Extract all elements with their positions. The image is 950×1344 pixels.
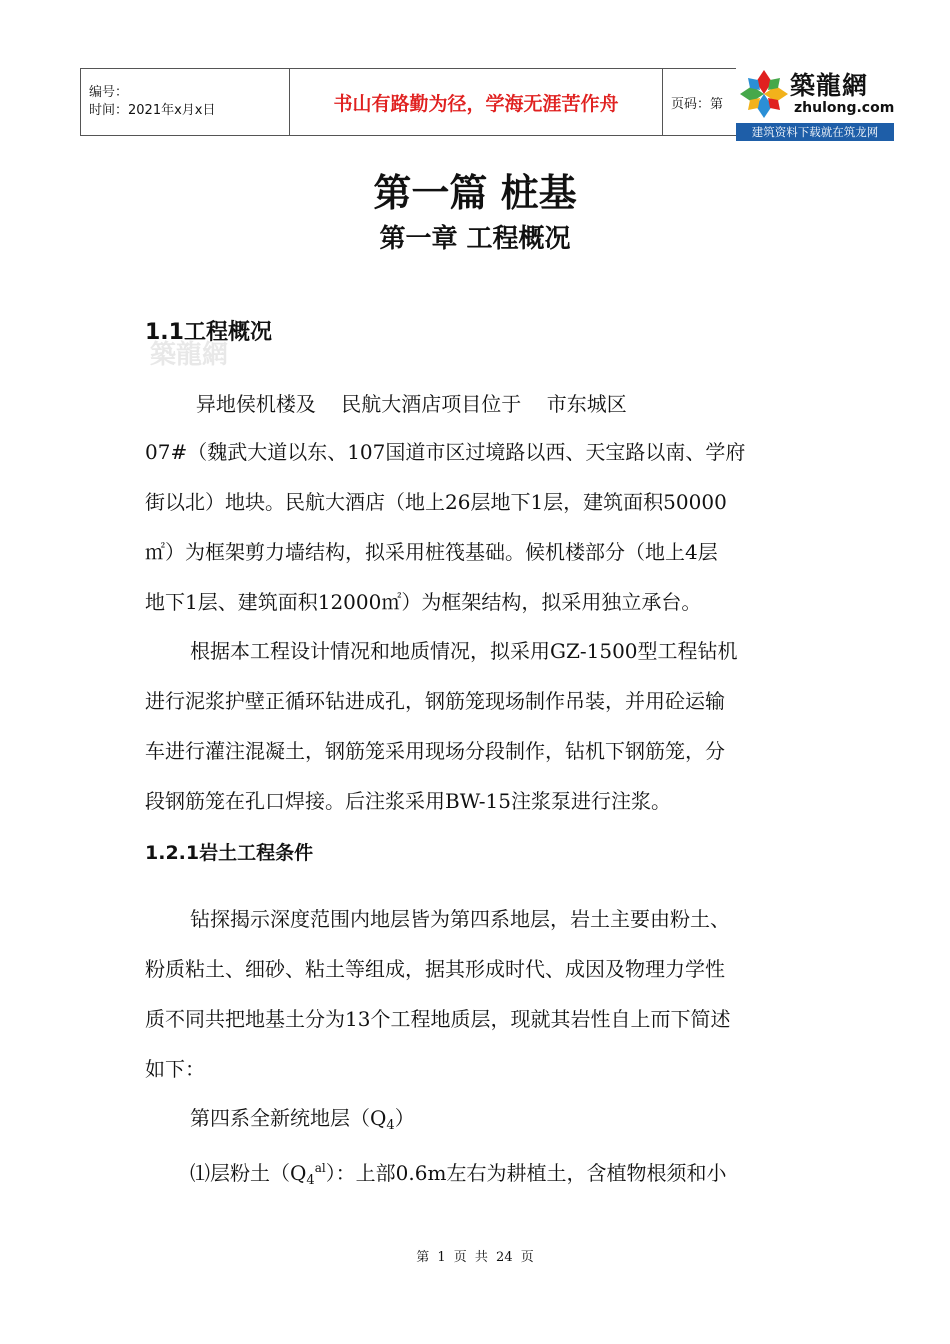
logo-domain: zhulong.com (794, 100, 895, 116)
layer-label: ⑴层粉土（Q (190, 1161, 307, 1185)
code-label: 编号： (89, 85, 129, 100)
paragraph-line: 质不同共把地基土分为13个工程地质层，现就其岩性自上而下简述 (145, 1007, 731, 1031)
part-title: 第一篇 桩基 (373, 171, 577, 215)
paragraph-line: 车进行灌注混凝土，钢筋笼采用现场分段制作，钻机下钢筋笼，分 (145, 739, 725, 763)
header-motto: 书山有路勤为径，学海无涯苦作舟 (290, 69, 663, 136)
page-footer: 第 1 页 共 24 页 (416, 1250, 534, 1265)
logo-slogan: 建筑资料下载就在筑龙网 (736, 123, 894, 141)
layer-text: ）：上部0.6m左右为耕植土，含植物根须和小 (325, 1161, 727, 1185)
layer-description (190, 1154, 726, 1195)
chapter-title: 第一章 工程概况 (379, 224, 571, 254)
watermark-logo: 築龍網 (150, 340, 229, 370)
paragraph-line: 粉质粘土、细砂、粘土等组成，据其形成时代、成因及物理力学性 (145, 957, 725, 981)
logo-chinese-name: 築龍網 (790, 71, 869, 100)
time-label: 时间：2021年x月x日 (89, 103, 216, 118)
stratum-heading-text: 第四系全新统地层（Q (190, 1106, 387, 1130)
logo-mark-icon (736, 66, 792, 122)
paragraph-line: 钻探揭示深度范围内地层皆为第四系地层，岩土主要由粉土、 (190, 907, 730, 931)
paragraph-line: 进行泥浆护壁正循环钻进成孔，钢筋笼现场制作吊装，并用砼运输 (145, 689, 725, 713)
superscript: al (314, 1161, 326, 1175)
paragraph-line: 07#（魏武大道以东、107国道市区过境路以西、天宝路以南、学府 (145, 440, 746, 464)
subscript: 4 (306, 1173, 315, 1188)
document-header (80, 68, 757, 136)
paragraph-line: 如下： (145, 1057, 205, 1081)
section-heading-1-2-1: 1.2.1岩土工程条件 (145, 842, 314, 864)
subscript: 4 (386, 1118, 395, 1133)
paragraph-line: 异地侯机楼及 民航大酒店项目位于 市东城区 (145, 392, 627, 416)
page-label: 页码：第 (663, 69, 758, 136)
header-meta (81, 69, 290, 136)
paragraph-line: 地下1层、建筑面积12000㎡）为框架结构，拟采用独立承台。 (145, 590, 702, 614)
stratum-heading-close: ） (394, 1106, 415, 1130)
paragraph-line: ㎡）为框架剪力墙结构，拟采用桩筏基础。候机楼部分（地上4层 (145, 540, 718, 564)
paragraph-line: 街以北）地块。民航大酒店（地上26层地下1层，建筑面积50000 (145, 490, 727, 514)
paragraph-line: 根据本工程设计情况和地质情况，拟采用GZ-1500型工程钻机 (190, 639, 738, 663)
zhulong-logo (736, 66, 894, 142)
section-heading-1-1: 1.1工程概况 (145, 320, 272, 345)
paragraph-line: 段钢筋笼在孔口焊接。后注浆采用BW-15注浆泵进行注浆。 (145, 789, 672, 813)
stratum-heading (190, 1104, 415, 1140)
